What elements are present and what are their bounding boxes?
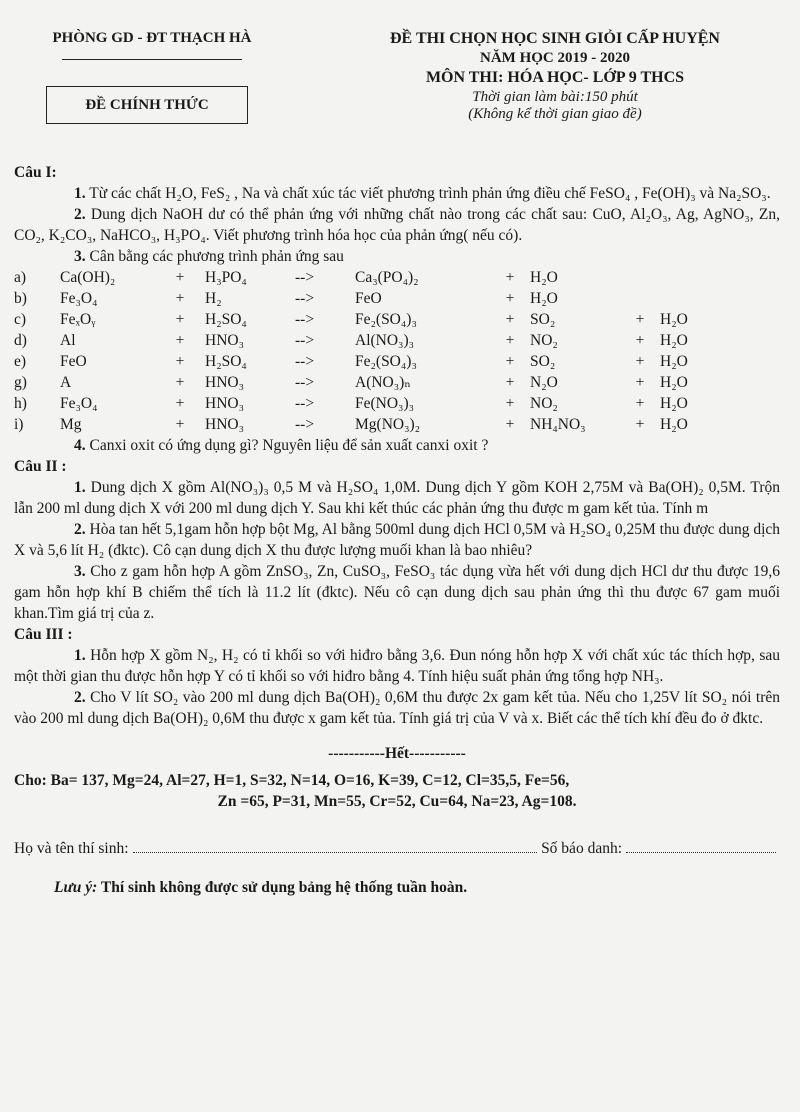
equation-label: e) — [14, 353, 27, 370]
equation-p1: + — [175, 353, 185, 370]
q1-part-3: 3. Cân bằng các phương trình phản ứng sau — [74, 248, 344, 265]
equation-d: N₂O — [530, 374, 558, 391]
equations-table — [14, 267, 730, 435]
equation-arr: --> — [295, 311, 315, 328]
equation-a: FeₓOᵧ — [60, 311, 96, 328]
equation-arr: --> — [295, 374, 315, 391]
equation-p2: + — [505, 332, 515, 349]
equation-label: a) — [14, 269, 27, 286]
equation-p3: + — [635, 353, 645, 370]
equation-p2: + — [505, 353, 515, 370]
equation-c: Al(NO₃)₃ — [355, 332, 415, 349]
note — [14, 877, 780, 898]
equation-label: b) — [14, 290, 27, 307]
equation-row — [14, 309, 730, 330]
equation-e: H₂O — [660, 395, 688, 412]
equation-c: Fe₂(SO₄)₃ — [355, 311, 417, 328]
equation-p1: + — [175, 374, 185, 391]
equation-b: H₂ — [205, 290, 222, 307]
equation-p2: + — [505, 395, 515, 412]
equation-d: SO₂ — [530, 311, 556, 328]
equation-p3 — [620, 267, 660, 288]
equation-arr: --> — [295, 290, 315, 307]
equation-a: Al — [60, 332, 76, 349]
equation-p3: + — [635, 374, 645, 391]
header-divider — [62, 59, 242, 60]
equation-p3 — [620, 288, 660, 309]
q1-part-1: 1. Từ các chất H₂O, FeS₂ , Na và chất xúc tác viết phương trình phản ứng điều chế FeSO₄ , Fe(OH)₃ và Na₂SO₃. — [74, 185, 771, 202]
atomic-masses-line-1: Cho: Ba= 137, Mg=24, Al=27, H=1, S=32, N=14, O=16, K=39, C=12, Cl=35,5, Fe=56, — [14, 772, 570, 789]
equation-p1: + — [175, 311, 185, 328]
candidate-id-label: Số báo danh: — [541, 840, 622, 857]
equation-b: HNO₃ — [205, 416, 244, 433]
equation-c: A(NO₃)ₙ — [355, 374, 412, 391]
equation-label: d) — [14, 332, 27, 349]
exam-title: ĐỀ THI CHỌN HỌC SINH GIỎI CẤP HUYỆN — [390, 30, 720, 47]
equation-b: H₂SO₄ — [205, 353, 247, 370]
equation-a: Mg — [60, 416, 82, 433]
q1-part-2: 2. Dung dịch NaOH dư có thể phản ứng với những chất nào trong các chất sau: CuO, Al₂O₃, Ag, AgNO₃, Zn, CO₂, K₂CO₃, NaHCO₃, H₃PO₄. Viết phương trình hóa học của phản ứng( nếu có). — [14, 206, 780, 244]
equation-e: H₂O — [660, 353, 688, 370]
equation-row — [14, 288, 730, 309]
equation-p2: + — [505, 269, 515, 286]
equation-row — [14, 372, 730, 393]
equation-b: H₃PO₄ — [205, 269, 247, 286]
question-3-title: Câu III : — [14, 626, 73, 643]
atomic-masses-line-2: Zn =65, P=31, Mn=55, Cr=52, Cu=64, Na=23, Ag=108. — [217, 793, 577, 810]
equation-a: A — [60, 374, 72, 391]
equation-e — [660, 288, 730, 309]
exam-body — [14, 162, 780, 898]
department-name: PHÒNG GD - ĐT THẠCH HÀ — [52, 30, 252, 46]
q3-part-2: 2. Cho V lít SO₂ vào 200 ml dung dịch Ba(OH)₂ 0,6M thu được 2x gam kết tủa. Nếu cho 1,25V lít SO₂ nói trên vào 200 ml dung dịch Ba(OH)₂ 0,6M thu được x gam kết tủa. Tính giá trị của V và x. Biết các thể tích khí đều đo ở đktc. — [14, 689, 780, 727]
equation-row — [14, 267, 730, 288]
equation-a: Fe₃O₄ — [60, 395, 98, 412]
q2-part-3: 3. Cho z gam hỗn hợp A gồm ZnSO₃, Zn, CuSO₃, FeSO₃ tác dụng vừa hết với dung dịch HCl dư thu được 19,6 gam hỗn hợp khí B chiếm thể tích là 11.2 lít (đktc). Nếu cô cạn dung dịch sau phản ứng thì thu được 67 gam muối khan.Tìm giá trị của z. — [14, 563, 781, 622]
candidate-name-blank[interactable] — [133, 838, 538, 853]
time-limit: Thời gian làm bài:150 phút — [472, 89, 638, 105]
time-note: (Không kể thời gian giao đề) — [468, 106, 642, 122]
candidate-info-row — [14, 838, 780, 859]
equation-p2: + — [505, 374, 515, 391]
equation-c: Mg(NO₃)₂ — [355, 416, 421, 433]
header-left — [22, 30, 282, 60]
equation-p3: + — [635, 395, 645, 412]
equation-p3: + — [635, 332, 645, 349]
equation-p1: + — [175, 290, 185, 307]
equation-row — [14, 330, 730, 351]
equation-c: Fe₂(SO₄)₃ — [355, 353, 417, 370]
subject: MÔN THI: HÓA HỌC- LỚP 9 THCS — [425, 69, 685, 86]
equation-b: HNO₃ — [205, 374, 244, 391]
equation-p1: + — [175, 416, 185, 433]
equation-row — [14, 351, 730, 372]
equation-a: Fe₃O₄ — [60, 290, 98, 307]
q1-part-4: 4. Canxi oxit có ứng dụng gì? Nguyên liệu để sản xuất canxi oxit ? — [74, 437, 489, 454]
equation-a: FeO — [60, 353, 87, 370]
question-2-title: Câu II : — [14, 458, 67, 475]
equation-label: c) — [14, 311, 27, 328]
end-marker: -----------Hết----------- — [328, 745, 466, 762]
header-right — [330, 30, 780, 123]
q3-part-1: 1. Hỗn hợp X gồm N₂, H₂ có tỉ khối so với hiđro bằng 3,6. Đun nóng hỗn hợp X với chất xúc tác thích hợp, sau một thời gian thu được hỗn hợp Y có tỉ khối so với hiđro bằng 4. Tính hiệu suất phản ứng tổng hợp NH₃. — [14, 647, 781, 685]
equation-d: SO₂ — [530, 353, 556, 370]
equation-p1: + — [175, 269, 185, 286]
equation-p3: + — [635, 311, 645, 328]
equation-e: H₂O — [660, 374, 688, 391]
equation-b: H₂SO₄ — [205, 311, 247, 328]
q2-part-1: 1. Dung dịch X gồm Al(NO₃)₃ 0,5 M và H₂SO₄ 1,0M. Dung dịch Y gồm KOH 2,75M và Ba(OH)₂ 0,5M. Trộn lẫn 200 ml dung dịch X với 200 ml dung dịch Y. Sau khi kết thúc các phản ứng thu được m gam kết tủa. Tính m — [14, 479, 780, 517]
equation-p2: + — [505, 416, 515, 433]
equation-arr: --> — [295, 353, 315, 370]
equation-d: H₂O — [530, 269, 558, 286]
equation-d: H₂O — [530, 290, 558, 307]
equation-row — [14, 393, 730, 414]
equation-e: H₂O — [660, 332, 688, 349]
equation-arr: --> — [295, 395, 315, 412]
equation-c: FeO — [355, 290, 382, 307]
equation-b: HNO₃ — [205, 395, 244, 412]
official-stamp-box: ĐỀ CHÍNH THỨC — [46, 86, 248, 124]
equation-d: NO₂ — [530, 332, 558, 349]
note-label: Lưu ý: — [54, 879, 98, 896]
equation-p1: + — [175, 395, 185, 412]
question-1-title: Câu I: — [14, 164, 57, 181]
school-year: NĂM HỌC 2019 - 2020 — [480, 50, 630, 66]
equation-p2: + — [505, 311, 515, 328]
equation-label: i) — [14, 416, 24, 433]
equation-c: Ca₃(PO₄)₂ — [355, 269, 419, 286]
equation-arr: --> — [295, 332, 315, 349]
equation-e: H₂O — [660, 416, 688, 433]
equation-b: HNO₃ — [205, 332, 244, 349]
equation-row — [14, 414, 730, 435]
note-text: Thí sinh không được sử dụng bảng hệ thống tuần hoàn. — [100, 879, 468, 896]
equation-d: NO₂ — [530, 395, 558, 412]
equation-c: Fe(NO₃)₃ — [355, 395, 415, 412]
equation-d: NH₄NO₃ — [530, 416, 586, 433]
equation-label: g) — [14, 374, 27, 391]
equation-arr: --> — [295, 416, 315, 433]
q2-part-2: 2. Hòa tan hết 5,1gam hỗn hợp bột Mg, Al bằng 500ml dung dịch HCl 0,5M và H₂SO₄ 0,25M thu được dung dịch X và 5,6 lít H₂ (đktc). Cô cạn dung dịch X thu được lượng muối khan là bao nhiêu? — [14, 521, 781, 559]
candidate-id-blank[interactable] — [626, 838, 776, 853]
equation-p2: + — [505, 290, 515, 307]
equation-arr: --> — [295, 269, 315, 286]
equation-e — [660, 267, 730, 288]
equation-e: H₂O — [660, 311, 688, 328]
candidate-name-label: Họ và tên thí sinh: — [14, 840, 129, 857]
equation-p3: + — [635, 416, 645, 433]
equation-label: h) — [14, 395, 27, 412]
equation-a: Ca(OH)₂ — [60, 269, 116, 286]
equation-p1: + — [175, 332, 185, 349]
